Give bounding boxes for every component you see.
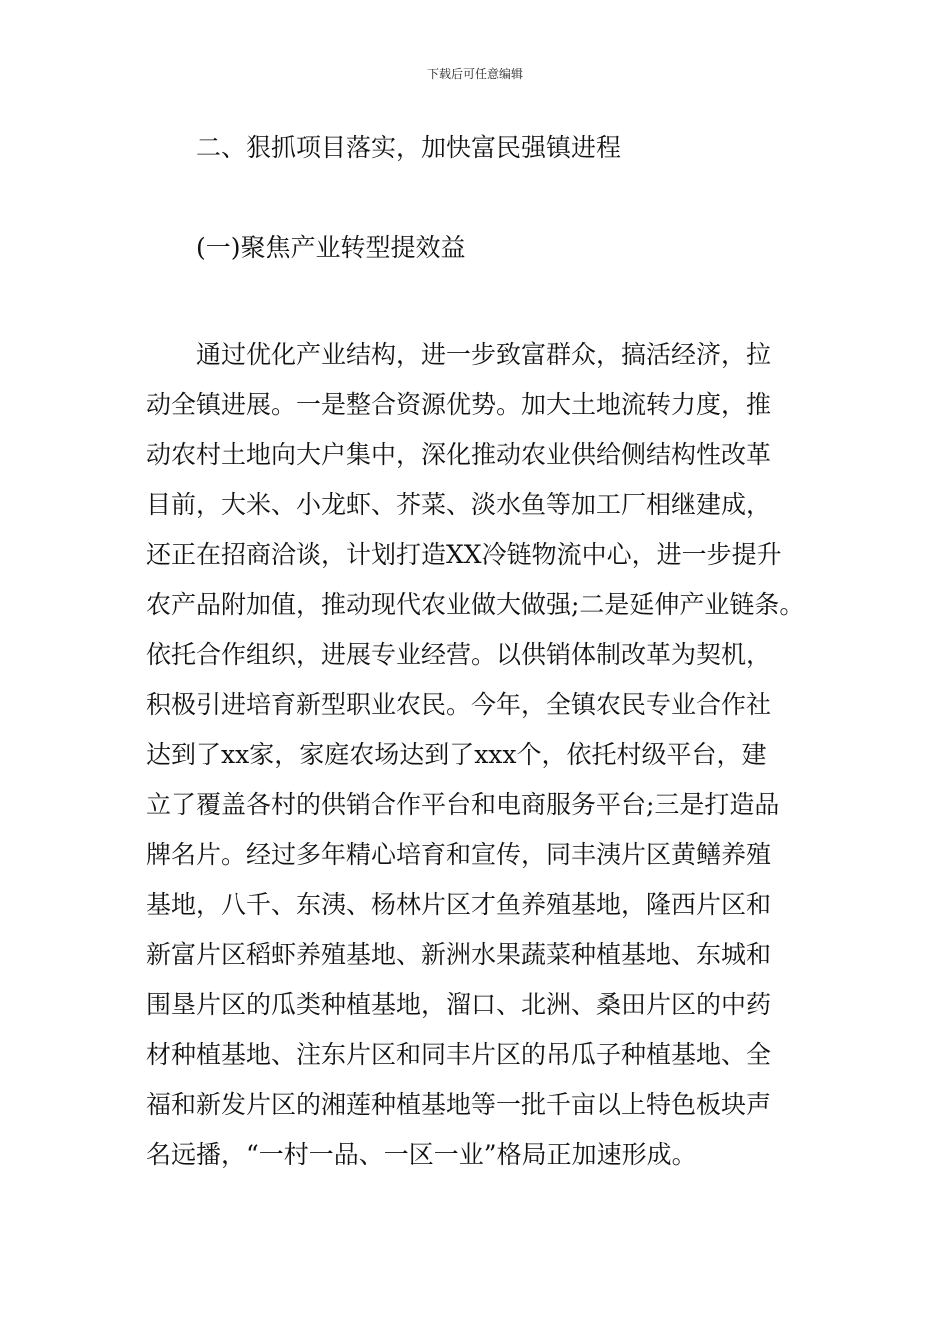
paragraph-line: 依托合作组织，进展专业经营。以供销体制改革为契机，	[146, 640, 772, 669]
paragraph-line: 牌名片。经过多年精心培育和宣传，同丰洟片区黄鳝养殖	[146, 840, 772, 869]
paragraph-line: 基地，八千、东洟、杨林片区才鱼养殖基地，隆西片区和	[146, 890, 772, 919]
paragraph-line: 通过优化产业结构，进一步致富群众，搞活经济，拉	[196, 340, 772, 369]
section-heading: 二、狠抓项目落实，加快富民强镇进程	[196, 133, 622, 162]
paragraph-line: 福和新发片区的湘莲种植基地等一批千亩以上特色板块声	[146, 1090, 772, 1119]
subsection-heading: (一)聚焦产业转型提效益	[196, 233, 466, 262]
paragraph-line: 目前，大米、小龙虾、芥菜、淡水鱼等加工厂相继建成，	[146, 490, 772, 519]
paragraph-line: 达到了xx家，家庭农场达到了xxx个，依托村级平台，建	[146, 740, 767, 769]
paragraph-line: 围垦片区的瓜类种植基地，溜口、北洲、桑田片区的中药	[146, 990, 772, 1019]
paragraph-line: 材种植基地、注东片区和同丰片区的吊瓜子种植基地、全	[146, 1040, 772, 1069]
page-header-note: 下载后可任意编辑	[426, 67, 523, 81]
paragraph-line: 名远播，“一村一品、一区一业”格局正加速形成。	[146, 1140, 697, 1169]
paragraph-line: 动农村土地向大户集中，深化推动农业供给侧结构性改革	[146, 440, 772, 469]
paragraph-line: 动全镇进展。一是整合资源优势。加大土地流转力度，推	[146, 390, 772, 419]
paragraph-line: 农产品附加值，推动现代农业做大做强;二是延伸产业链条。	[146, 590, 805, 619]
paragraph-line: 积极引进培育新型职业农民。今年，全镇农民专业合作社	[146, 690, 772, 719]
paragraph-line: 还正在招商洽谈，计划打造XX冷链物流中心，进一步提升	[146, 540, 782, 569]
paragraph-line: 立了覆盖各村的供销合作平台和电商服务平台;三是打造品	[146, 790, 780, 819]
body-paragraph	[146, 330, 846, 1180]
paragraph-line: 新富片区稻虾养殖基地、新洲水果蔬菜种植基地、东城和	[146, 940, 772, 969]
